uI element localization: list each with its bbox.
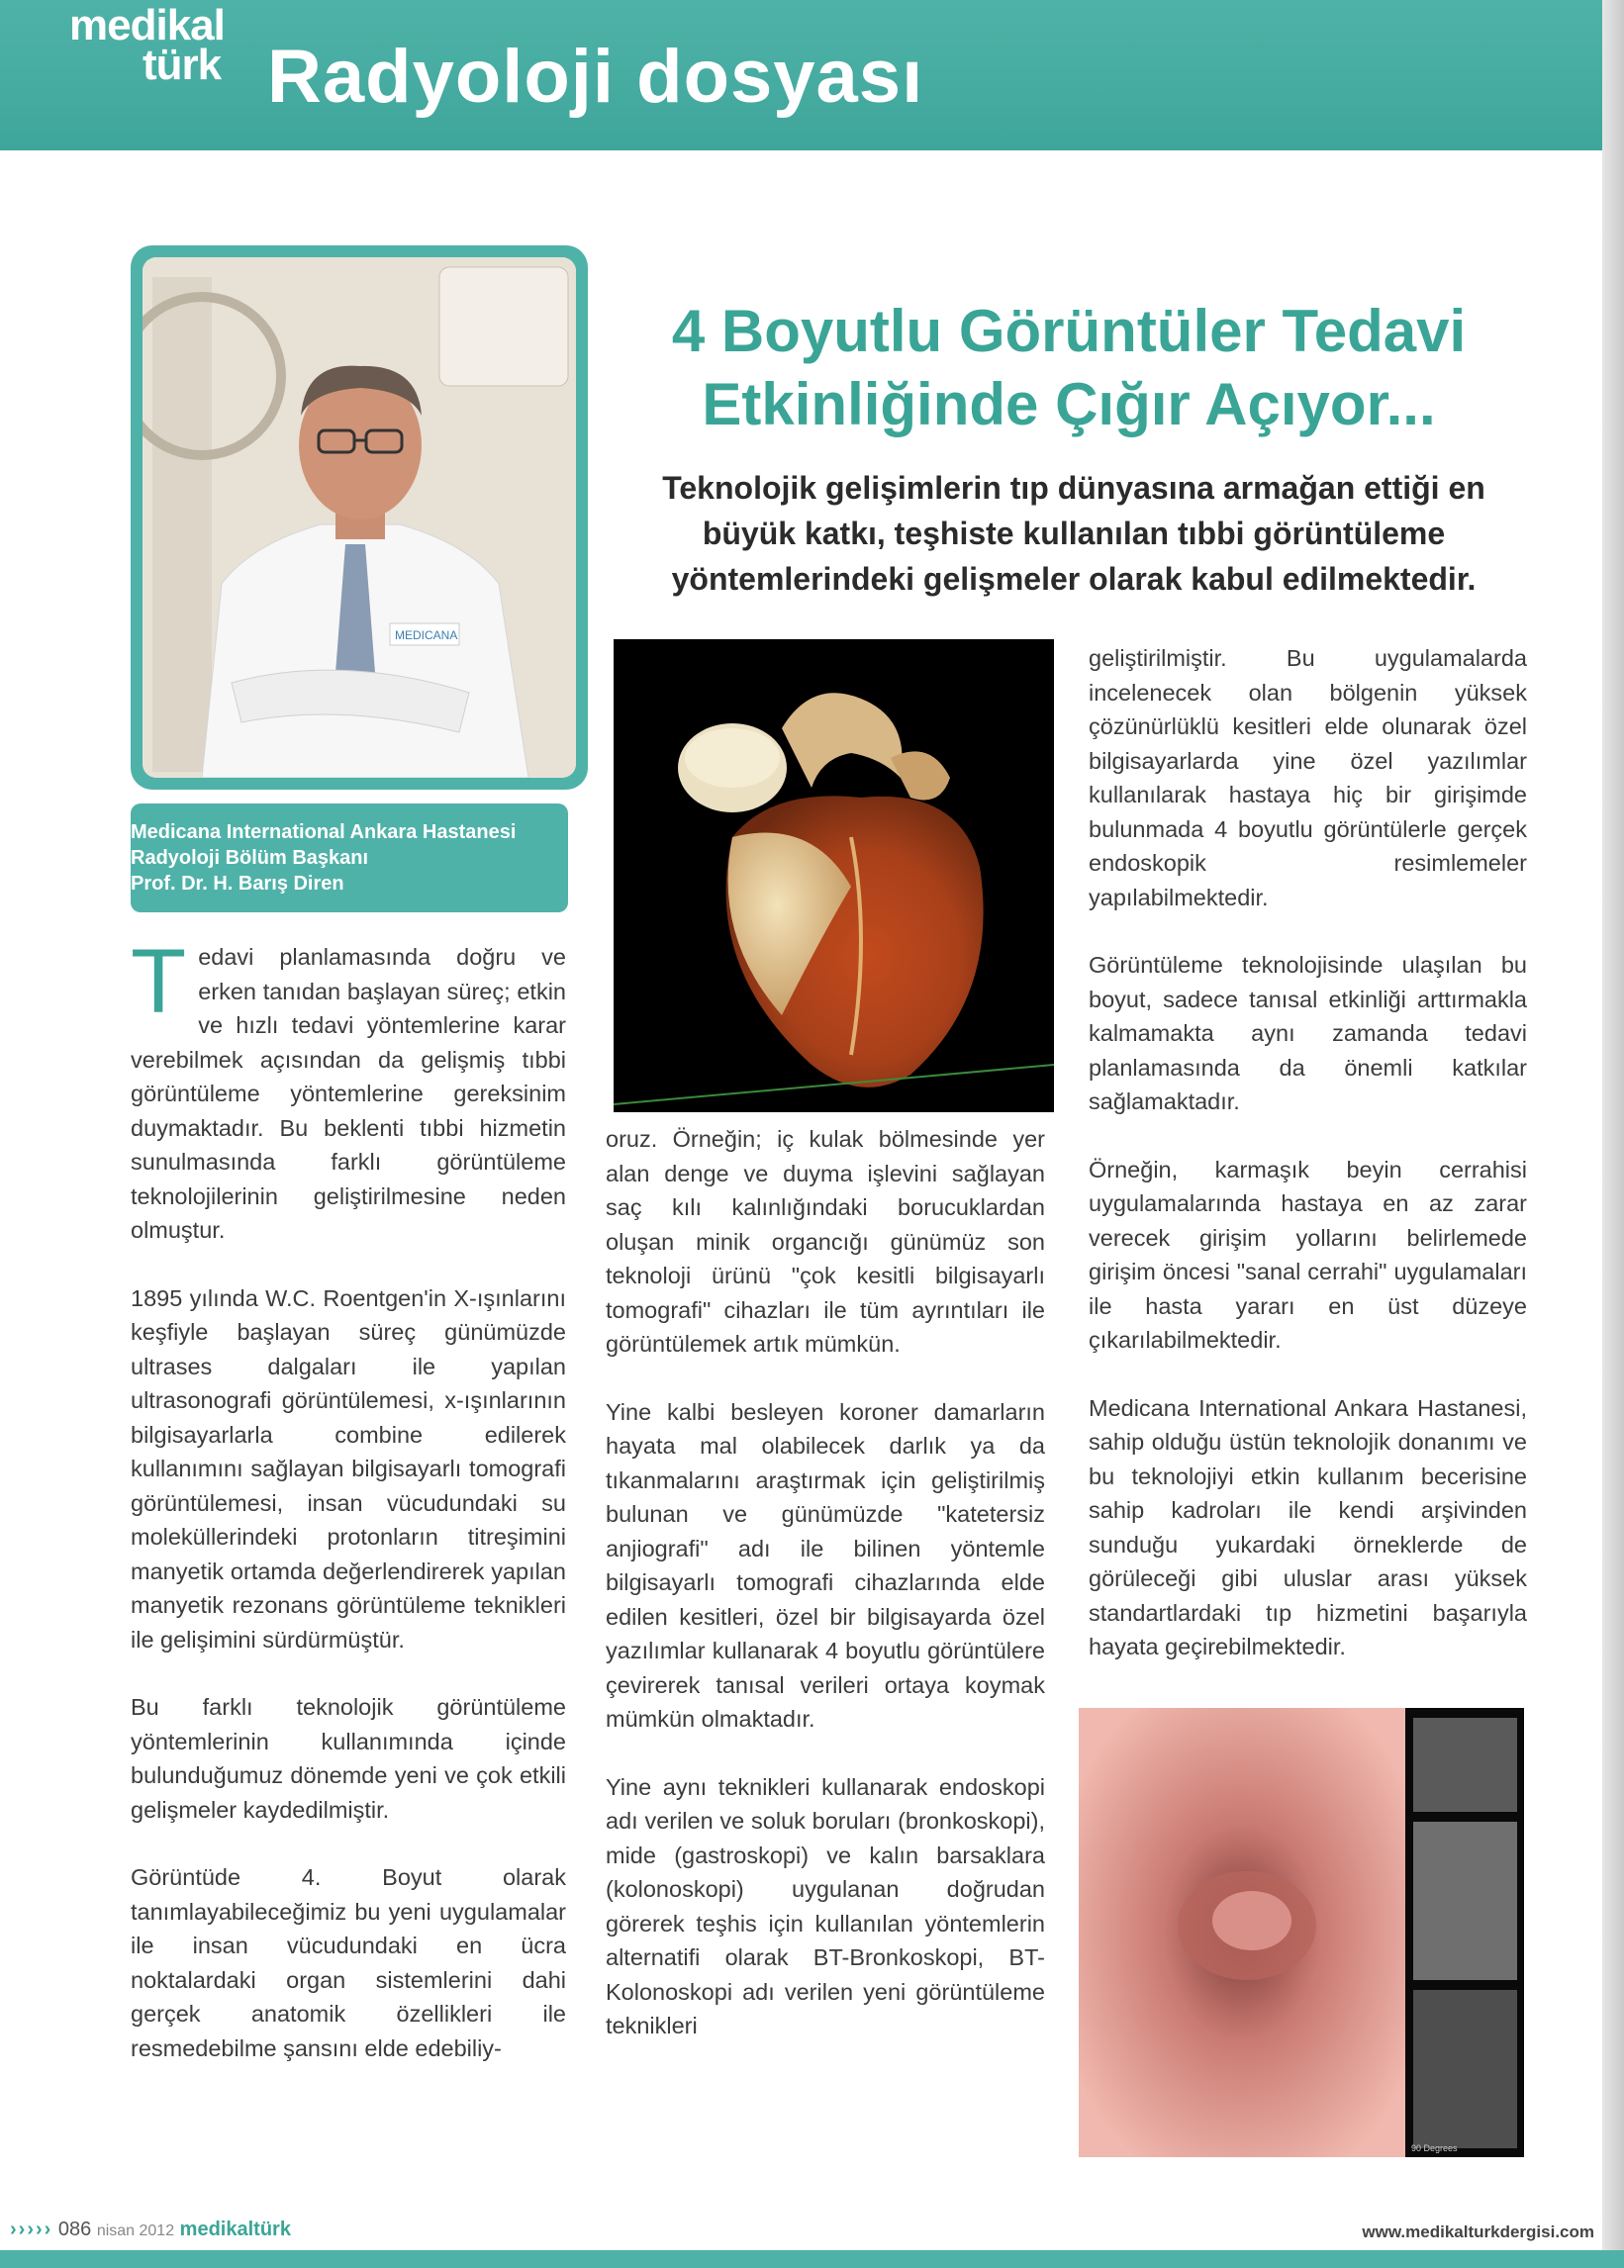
page-edge-shadow xyxy=(1602,0,1624,2268)
caption-department: Radyoloji Bölüm Başkanı xyxy=(131,847,369,869)
article-column-right xyxy=(1089,641,1527,1698)
brand-line1: medikal xyxy=(69,1,225,49)
header-banner xyxy=(0,0,1624,150)
subhead-line1: Teknolojik gelişimlerin tıp dünyasına armağan ettiği en xyxy=(662,470,1485,506)
article-subhead xyxy=(623,465,1524,602)
paragraph: Görüntüleme teknolojisinde ulaşılan bu boyut, sadece tanısal etkinliği arttırmakla kalmamakta aynı zamanda tedavi planlamasında da önemli katkılar sağlamaktadır. xyxy=(1089,952,1527,1114)
magazine-name: medikaltürk xyxy=(179,2219,291,2240)
virtual-endoscopy-image xyxy=(1079,1708,1524,2157)
headline-line1: 4 Boyutlu Görüntüler Tedavi xyxy=(671,298,1467,364)
footer-page-info xyxy=(10,2219,291,2241)
coat-badge: MEDICANA xyxy=(395,628,458,642)
page-number: 086 xyxy=(57,2219,92,2240)
paragraph: 1895 yılında W.C. Roentgen'in X-ışınlarını keşfiyle başlayan süreç günümüzde ultrases dalgaları ile yapılan ultrasonografi görüntülemesi, x-ışınlarının bilgisayarlarla combine edilerek kullanımını sağlayan bilgisayarlı tomografi görüntülemesi, insan vücudundaki su moleküllerindeki protonların titreşimini manyetik ortamda değerlendirerek yapılan manyetik rezonans görüntüleme teknikleri ile gelişimini sürdürmüştür. xyxy=(131,1284,566,1653)
paragraph: Bu farklı teknolojik görüntüleme yöntemlerinin kullanımında içinde bulunduğumuz dönemde yeni ve çok etkili gelişmeler kaydedilmiştir. xyxy=(131,1694,566,1823)
paragraph: geliştirilmiştir. Bu uygulamalarda incelenecek olan bölgenin yüksek çözünürlüklü kesitleri elde olunarak özel bilgisayarlarda yine özel yazılımlar kullanılarak hastaya hiç bir girişimde bulunmada 4 boyutlu görüntülerle gerçek endoskopik resimlemeler yapılabilmektedir. xyxy=(1089,645,1527,910)
endo-angle-label: 90 Degrees xyxy=(1411,2143,1458,2153)
footer-bar xyxy=(0,2250,1624,2268)
paragraph: Medicana International Ankara Hastanesi, sahip olduğu üstün teknolojik donanımı ve bu teknolojiyi etkin kullanım becerisine sahip kadroları ile kendi arşivinden sunduğu yukardaki örneklerde de görüleceği gibi uluslar arası yüksek standartlardaki tıp hizmetini başarıyla hayata geçirebilmektedir. xyxy=(1089,1394,1527,1659)
article-column-middle xyxy=(606,1122,1045,2077)
article-column-left xyxy=(131,931,566,2099)
doctor-photo xyxy=(143,257,576,778)
paragraph: Görüntüde 4. Boyut olarak tanımlayabileceğimiz bu yeni uygulamalar ile insan vücudundaki en ücra noktalardaki organ sistemlerini dahi gerçek anatomik özellikleri ile resmedebilme şansını elde edebiliy- xyxy=(131,1864,566,2061)
brand-line2: türk xyxy=(143,41,222,89)
paragraph: Yine aynı teknikleri kullanarak endoskopi adı verilen ve soluk boruları (bronkoskopi), mide (gastroskopi) ve kalın barsaklara (kolonoskopi) uygulanan doğrudan görerek teşhis için kullanılan yöntemlerin alternatifi olarak BT-Bronkoskopi, BT-Kolonoskopi adı verilen yeni görüntüleme teknikleri xyxy=(606,1773,1045,2038)
section-title: Radyoloji dosyası xyxy=(267,35,924,119)
subhead-line2: büyük katkı, teşhiste kullanılan tıbbi görüntüleme xyxy=(702,516,1446,551)
doctor-photo-frame xyxy=(131,245,588,790)
brand-logo xyxy=(69,1,225,89)
caption-name: Prof. Dr. H. Barış Diren xyxy=(131,873,344,895)
paragraph: oruz. Örneğin; iç kulak bölmesinde yer alan denge ve duyma işlevini sağlayan saç kılı kalınlığındaki borucuklardan oluşan minik organcığı günümüz son teknoloji ürünü "çok kesitli bilgisayarlı tomografi" cihazları ile tüm ayrıntıları ile görüntülemek artık mümkün. xyxy=(606,1126,1045,1357)
paragraph: Tedavi planlamasında doğru ve erken tanıdan başlayan süreç; etkin ve hızlı tedavi yöntemlerine karar verebilmek açısından da gelişmiş tıbbi görüntüleme yöntemlerine gereksinim duymaktadır. Bu beklenti tıbbi hizmetin sunulmasında farklı görüntüleme teknolojilerinin geliştirilmesine neden olmuştur. xyxy=(131,931,566,1243)
article-headline xyxy=(614,295,1524,441)
heart-illustration xyxy=(614,639,1054,1112)
subhead-line3: yöntemlerindeki gelişmeler olarak kabul edilmektedir. xyxy=(671,561,1477,597)
doctor-illustration xyxy=(143,257,576,778)
endoscopy-illustration xyxy=(1079,1708,1524,2157)
page-footer xyxy=(0,2215,1624,2268)
footer-arrows: ››››› xyxy=(10,2219,53,2240)
website-url[interactable]: www.medikalturkdergisi.com xyxy=(1362,2222,1594,2241)
paragraph: Örneğin, karmaşık beyin cerrahisi uygulamalarında hastaya en az zarar verecek girişim yollarını belirlemede girişim öncesi "sanal cerrahi" uygulamaları ile hasta yararı en üst düzeye çıkarılabilmektedir. xyxy=(1089,1156,1527,1353)
headline-line2: Etkinliğinde Çığır Açıyor... xyxy=(702,371,1436,437)
drop-cap: T xyxy=(131,931,187,1032)
paragraph: Yine kalbi besleyen koroner damarların hayata mal olabilecek darlık ya da tıkanmalarını araştırmak için geliştirilmiş bulunan ve günümüzde "katetersiz anjiografi" adı ile bilinen yöntemle bilgisayarlı tomografi cihazlarında elde edilen kesitleri, özel bir bilgisayarda özel yazılımlar kullanarak 4 boyutlu görüntülere çevirerek tanısal verileri ortaya koymak mümkün olmaktadır. xyxy=(606,1398,1045,1732)
issue-date: nisan 2012 xyxy=(96,2222,175,2239)
caption-hospital: Medicana International Ankara Hastanesi xyxy=(131,821,517,843)
heart-3d-image xyxy=(614,639,1054,1112)
photo-caption xyxy=(131,803,568,912)
